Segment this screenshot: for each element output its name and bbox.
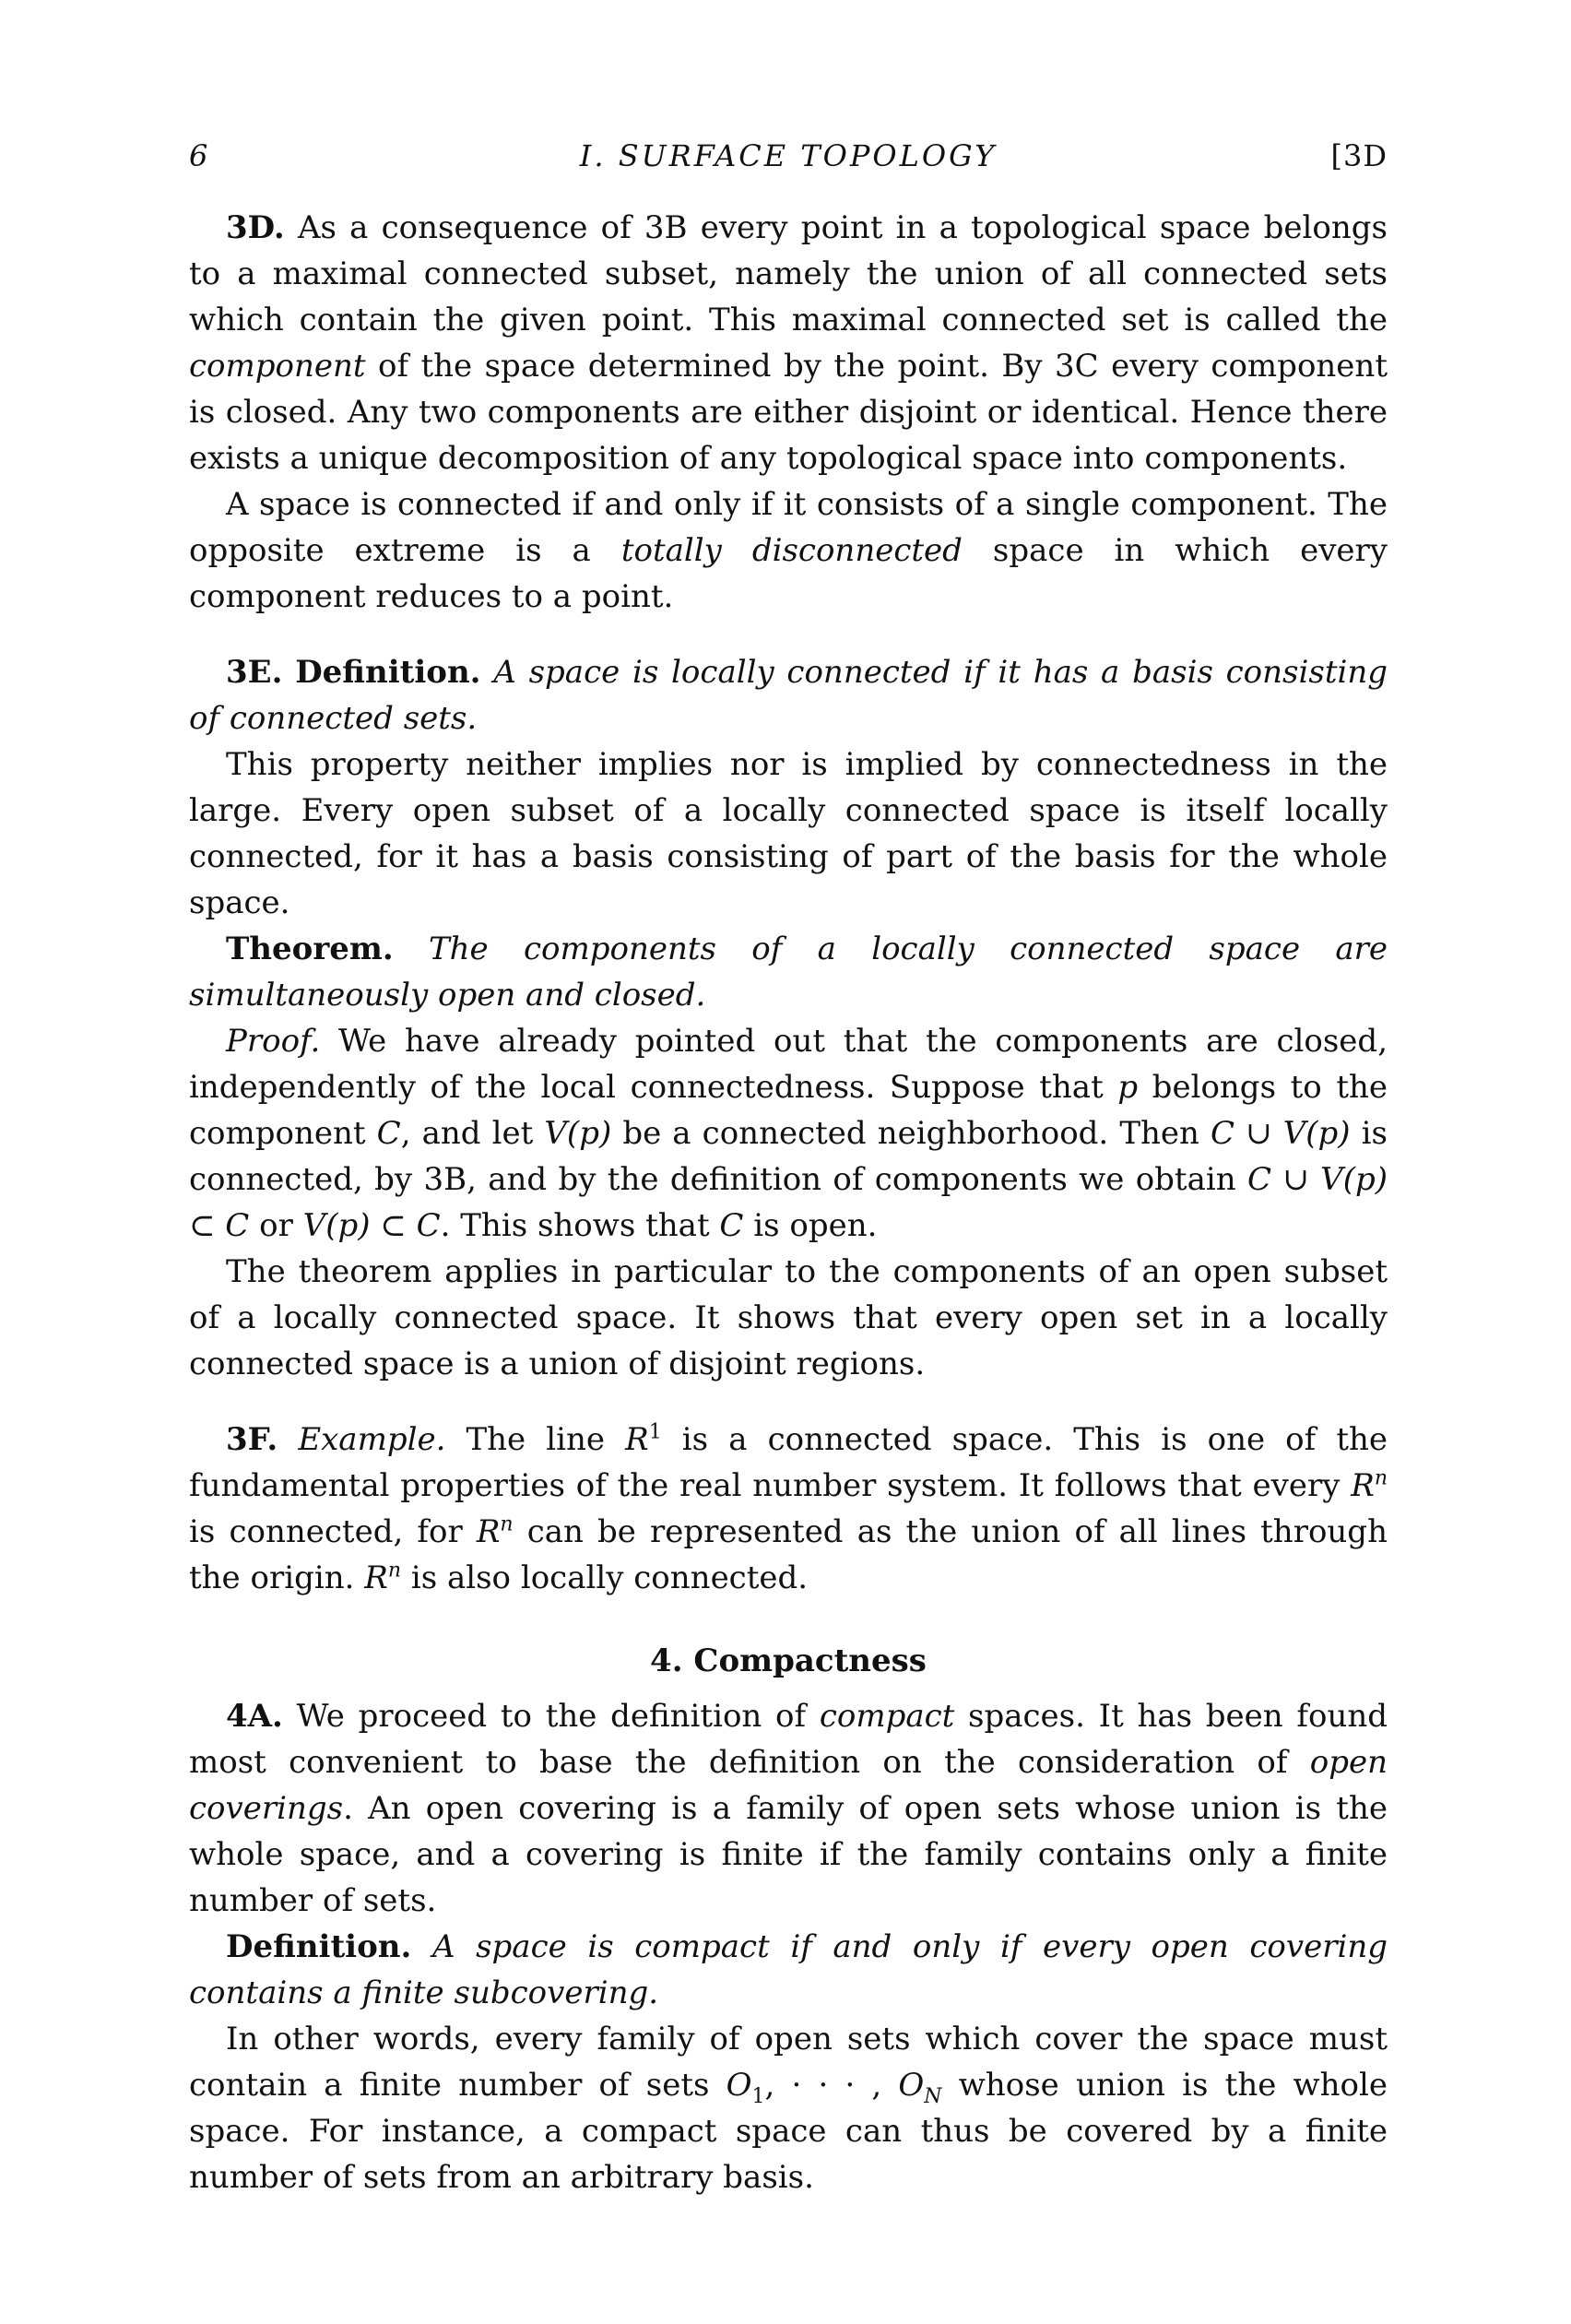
paragraph-3d-2: A space is connected if and only if it consists of a single component. The opposite extreme is a totally disconnected space in which every component reduces to a point. — [189, 486, 1388, 615]
theorem: Theorem. The components of a locally connected space are simultaneously open and closed. — [189, 931, 1388, 1014]
paragraph-4a-2: In other words, every family of open sets which cover the space must contain a finite number of sets $O_1$, · · · , $O_N$ whose union is the whole space. For instance, a compact space can thus be covered by a finite number of sets from an arbitrary basis. — [189, 2021, 1388, 2196]
section-label: 3E. — [226, 654, 283, 691]
paragraph-3e-definition: 3E. Definition. A space is locally connected if it has a basis consisting of connected sets. — [189, 654, 1388, 737]
body-text — [189, 205, 1388, 2200]
running-title: I. SURFACE TOPOLOGY — [579, 138, 998, 173]
section-label: 3F. — [226, 1421, 278, 1458]
paragraph-3f: 3F. Example. The line $R^1$ is a connected space. This is one of the fundamental properties of the real number system. It follows that every $R^n$ is connected, for $R^n$ can be represented as the union of all lines through the origin. $R^n$ is also locally connected. — [189, 1420, 1388, 1596]
section-label: 3D. — [226, 209, 285, 246]
proof: Proof. We have already pointed out that the components are closed, independently of the local connectedness. Suppose that p belongs to the component C, and let V(p) be a connected neighborhood. Then C ∪ V(p) is connected, by 3B, and by the definition of components we obtain C ∪ V(p) ⊂ C or V(p) ⊂ C. This shows that C is open. — [189, 1023, 1388, 1244]
definition-compact: Definition. A space is compact if and only if every open covering contains a finite subcovering. — [189, 1928, 1388, 2011]
paragraph-3e-2: This property neither implies nor is implied by connectedness in the large. Every open subset of a locally connected space is itself locally connected, for it has a basis consisting of part of the basis for the whole space. — [189, 746, 1388, 921]
running-header — [189, 138, 1388, 184]
paragraph-3e-3: The theorem applies in particular to the components of an open subset of a locally connected space. It shows that every open set in a locally connected space is a union of disjoint regions. — [189, 1253, 1388, 1382]
section-label: 4A. — [226, 1698, 283, 1735]
section-marker: [3D — [1330, 138, 1388, 173]
paragraph-4a: 4A. We proceed to the definition of compact spaces. It has been found most convenient to base the definition on the consideration of open coverings. An open covering is a family of open sets whose union is the whole space, and a covering is finite if the family contains only a finite number of sets. — [189, 1698, 1388, 1919]
page-number: 6 — [189, 138, 209, 173]
section-heading-compactness: 4. Compactness — [650, 1642, 927, 1679]
paragraph-3d: 3D. As a consequence of 3B every point in a topological space belongs to a maximal connected subset, namely the union of all connected sets which contain the given point. This maximal connected set is called the component of the space determined by the point. By 3C every component is closed. Any two components are either disjoint or identical. Hence there exists a unique decomposition of any topological space into components. — [189, 209, 1388, 477]
